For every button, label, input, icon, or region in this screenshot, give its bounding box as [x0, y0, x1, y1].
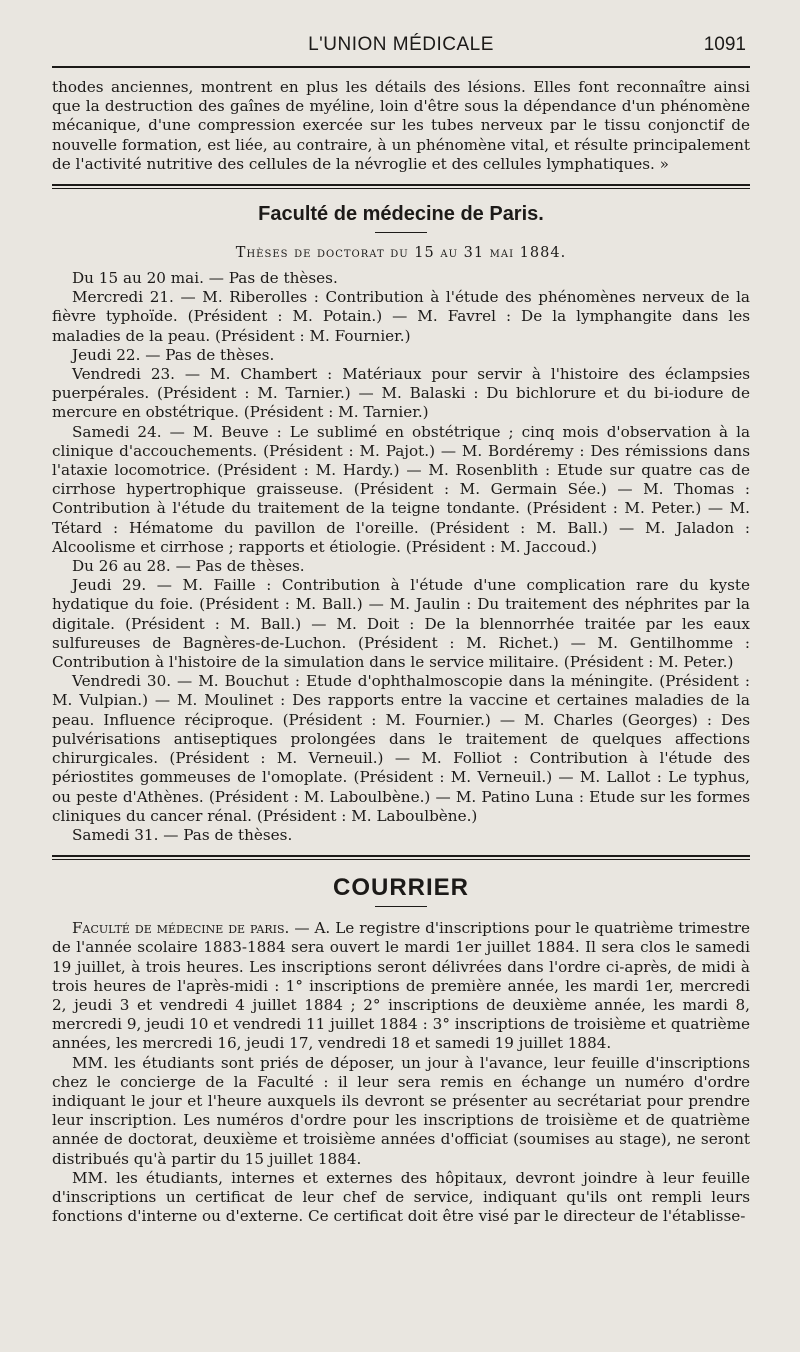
courrier-paragraph — [52, 919, 750, 1053]
page-number: 1091 — [703, 34, 746, 55]
page-header — [52, 28, 750, 62]
theses-entry: Jeudi 29. — M. Faille : Contribution à l'étude d'une complication rare du kyste hydatique du foie. (Président : M. Ball.) — M. Jaulin : Du traitement des néphrites par la digitale. (Président : M. Ball.) — M. Doit : De la blennorrhée traitée par les eaux sulfureuses de Bagnères-de-Luchon. (Président : M. Richet.) — M. Gentilhomme : Contribution à l'histoire de la simulation dans le service militaire. (Président : M. Peter.) — [52, 576, 750, 672]
theses-entry: Samedi 31. — Pas de thèses. — [72, 825, 293, 844]
theses-subtitle: Thèses de doctorat du 15 au 31 mai 1884. — [235, 245, 567, 262]
title-underline — [375, 906, 427, 907]
intro-paragraph: thodes anciennes, montrent en plus les détails des lésions. Elles font reconnaître ainsi que la destruction des gaînes de myéline, loin d'être sous la dépendance d'un phénomène mécanique, d'une compression exercée sur les tubes nerveux par le tissu conjonctif de nouvelle formation, est liée, au contraire, à un phénomène vital, et résulte principalement de l'activité nutritive des cellules de la névroglie et des cellules lymphatiques. » — [52, 78, 750, 173]
section-divider — [52, 184, 750, 189]
theses-entry: Vendredi 23. — M. Chambert : Matériaux pour servir à l'histoire des éclampsies puerpérales. (Président : M. Tarnier.) — M. Balaski : Du bichlorure et du bi-iodure de mercure en obstétrique. (Président : M. Tarnier.) — [52, 365, 750, 422]
theses-entry: Du 26 au 28. — Pas de thèses. — [72, 557, 305, 576]
courrier-section-title: COURRIER — [332, 874, 469, 902]
journal-title: L'UNION MÉDICALE — [308, 34, 494, 55]
theses-entry: Vendredi 30. — M. Bouchut : Etude d'ophthalmoscopie dans la méningite. (Président : M. Vulpian.) — M. Moulinet : Des rapports entre la vaccine et certaines maladies de la peau. Influence réciproque. (Président : M. Fournier.) — M. Charles (Georges) : Des pulvérisations antiseptiques prolongées dans le traitement de quelques affections chirurgicales. (Président : M. Verneuil.) — M. Folliot : Contribution à l'étude des périostites gommeuses de l'omoplate. (Président : M. Verneuil.) — M. Lallot : Le typhus, ou peste d'Athènes. (Président : M. Laboulbène.) — M. Patino Luna : Etude sur les formes cliniques du cancer rénal. (Président : M. Laboulbène.) — [52, 672, 750, 825]
section-divider — [52, 855, 750, 860]
theses-entry: Samedi 24. — M. Beuve : Le sublimé en obstétrique ; cinq mois d'observation à la clinique d'accouchements. (Président : M. Pajot.) — M. Bordéremy : Des rémissions dans l'ataxie locomotrice. (Président : M. Hardy.) — M. Rosenblith : Etude sur quatre cas de cirrhose hypertrophique graisseuse. (Président : M. Germain Sée.) — M. Thomas : Contribution à l'étude du traitement de la teigne tondante. (Président : M. Peter.) — M. Tétard : Hématome du pavillon de l'oreille. (Président : M. Ball.) — M. Jaladon : Alcoolisme et cirrhose ; rapports et étiologie. (Président : M. Jaccoud.) — [52, 422, 750, 556]
theses-list — [52, 269, 750, 845]
courrier-paragraph: MM. les étudiants sont priés de déposer, un jour à l'avance, leur feuille d'inscriptions chez le concierge de la Faculté : il leur sera remis en échange un numéro d'ordre indiquant le jour et l'heure auxquels ils devront se présenter au secrétariat pour prendre leur inscription. Les numéros d'ordre pour les inscriptions de troisième et de quatrième année de doctorat, deuxième et troisième années d'officiat (soumises au stage), ne seront distribués qu'à partir du 15 juillet 1884. — [52, 1053, 750, 1168]
courrier-paragraph: MM. les étudiants, internes et externes des hôpitaux, devront joindre à leur feuille d'inscriptions un certificat de leur chef de service, indiquant qu'ils ont rempli leurs fonctions d'interne ou d'externe. Ce certificat doit être visé par le directeur de l'établisse- — [52, 1168, 750, 1226]
title-underline — [375, 232, 427, 233]
theses-entry: Jeudi 22. — Pas de thèses. — [72, 345, 275, 364]
faculte-section-title: Faculté de médecine de Paris. — [258, 203, 544, 226]
theses-entry: Mercredi 21. — M. Riberolles : Contribution à l'étude des phénomènes nerveux de la fièvre typhoïde. (Président : M. Potain.) — M. Favrel : De la lymphangite dans les maladies de la peau. (Président : M. Fournier.) — [52, 288, 750, 345]
theses-entry: Du 15 au 20 mai. — Pas de thèses. — [72, 269, 338, 288]
header-rule — [52, 66, 750, 68]
courrier-lead: Faculté de médecine de paris. — [72, 919, 290, 938]
courrier-paragraph-text: — A. Le registre d'inscriptions pour le quatrième trimestre de l'année scolaire 1883-1884 sera ouvert le mardi 1er juillet 1884. Il sera clos le samedi 19 juillet, à trois heures. Les inscriptions seront délivrées dans l'ordre ci-après, de midi à trois heures de l'après-midi : 1° inscriptions de première année, les mardi 1er, mercredi 2, jeudi 3 et vendredi 4 juillet 1884 ; 2° inscriptions de deuxième année, les mardi 8, mercredi 9, jeudi 10 et vendredi 11 juillet 1884 : 3° inscriptions de troisième et quatrième années, les mercredi 16, jeudi 17, vendredi 18 et samedi 19 juillet 1884. — [52, 919, 751, 1053]
